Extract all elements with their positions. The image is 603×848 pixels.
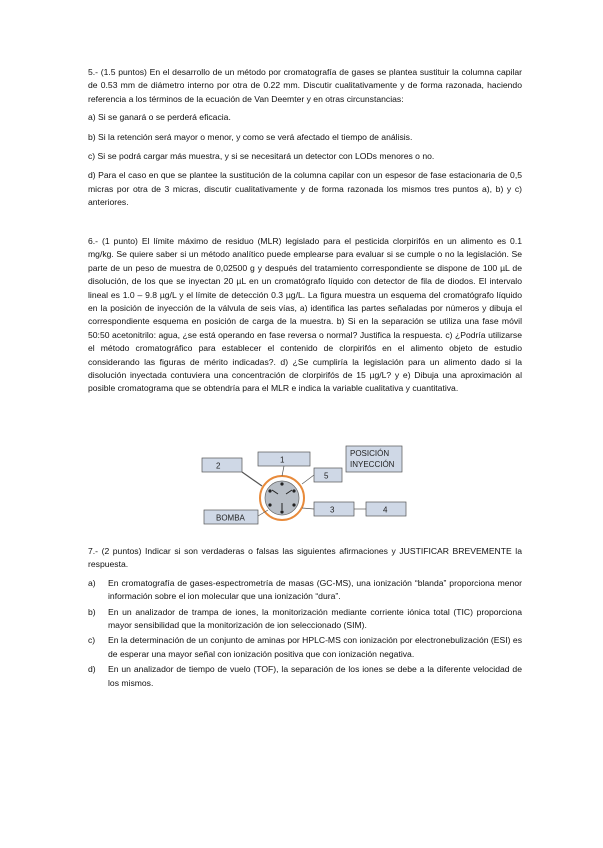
question-7-intro: 7.- (2 puntos) Indicar si son verdaderas o falsas las siguientes afirmaciones y JUSTIFICAR BREVEMENTE la respuesta. — [88, 546, 522, 570]
item-marker: c) — [88, 635, 96, 646]
diagram-connector-1 — [282, 466, 284, 476]
item-text: En la determinación de un conjunto de aminas por HPLC-MS con ionización por electronebulización (ESI) es de esperar una mayor señal con ionización positiva que con ionización negativa. — [108, 635, 522, 659]
diagram-connector-5 — [302, 475, 314, 484]
diagram-box-2 — [202, 458, 242, 472]
item-marker: b) — [88, 606, 96, 617]
question-7-item-c — [88, 634, 522, 661]
hplc-diagram — [196, 444, 420, 526]
question-7-item-d — [88, 663, 522, 690]
diagram-connector-2 — [242, 472, 262, 486]
question-5-part-a: a) Si se ganará o se perderá eficacia. — [88, 112, 231, 123]
diagram-bomba-label: BOMBA — [216, 513, 245, 523]
question-7-item-a — [88, 577, 522, 604]
diagram-label-5: 5 — [324, 471, 329, 481]
question-5-part-c: c) Si se podrá cargar más muestra, y si se necesitará un detector con LODs menores o no. — [88, 151, 435, 162]
question-5-part-b: b) Si la retención será mayor o menor, y como se verá afectado el tiempo de análisis. — [88, 131, 413, 142]
item-marker: a) — [88, 577, 96, 588]
question-5 — [88, 66, 522, 216]
question-7-item-b — [88, 606, 522, 633]
diagram-posicion-line1: POSICIÓN — [350, 449, 390, 458]
question-7 — [88, 545, 522, 692]
question-6 — [88, 235, 522, 402]
item-text: En cromatografía de gases-espectrometría de masas (GC-MS), una ionización “blanda” proporciona menor información sobre el ion molecular que una ionización “dura”. — [108, 577, 522, 602]
question-5-part-d: d) Para el caso en que se plantee la sustitución de la columna capilar con un espesor de fase estacionaria de 0,5 micras por otra de 3 micras, discutir cualitativamente y de forma razonada los mismos tres puntos a), b) y c) anteriores. — [88, 170, 522, 208]
item-marker: d) — [88, 664, 96, 675]
question-6-text: 6.- (1 punto) El límite máximo de residuo (MLR) legislado para el pesticida clorpirifós en un alimento es 0.1 mg/kg. Se quiere saber si un método analítico puede emplearse para evaluar si se cumple o no la legislación. Se parte de un peso de muestra de 0,02500 g y después del tratamiento correspondiente se dispone de 100 µL de disolución, de los que se inyectan 20 µL en un cromatógrafo líquido con detector de fila de diodos. El intervalo lineal es 1.0 – 9.8 µg/L y el límite de detección 0.3 µg/L. La figura muestra un esquema del cromatógrafo líquido en la posición de inyección de la válvula de seis vías, a) identifica las partes señaladas por números y dibuja el correspondiente esquema en posición de carga de la muestra. b) Si en la separación se utiliza una fase móvil 50:50 acetonitrilo: agua, ¿se está operando en fase reversa o normal? Justifica la respuesta. c) ¿Podría utilizarse el método cromatográfico para establecer el contenido de clorpirifós en el alimento objeto de estudio considerando las figuras de mérito indicadas?. d) ¿Se cumpliría la legislación para un alimento dado si la disolución inyectada contuviera una concentración de clorpirifós de 15 µg/L? y e) Dibuja una aproximación al posible cromatograma que se obtendría para el MLR e indica la variable cualitativa y cuantitativa. — [88, 236, 522, 394]
diagram-connector-3 — [302, 508, 314, 509]
question-5-intro: 5.- (1.5 puntos) En el desarrollo de un método por cromatografía de gases se plantea sustituir la columna capilar de 0.53 mm de diámetro interno por otra de 0.22 mm. Discutir cualitativamente y de forma razonada, haciendo referencia a los términos de la ecuación de Van Deemter y en otras circunstancias: — [88, 67, 522, 104]
diagram-posicion-line2: INYECCIÓN — [350, 460, 395, 469]
diagram-label-1: 1 — [280, 455, 285, 465]
diagram-label-3: 3 — [330, 505, 335, 515]
diagram-label-2: 2 — [216, 461, 221, 471]
diagram-label-4: 4 — [383, 505, 388, 515]
item-text: En un analizador de tiempo de vuelo (TOF), la separación de los iones se debe a la diferente velocidad de los mismos. — [108, 664, 522, 688]
item-text: En un analizador de trampa de iones, la monitorización mediante corriente iónica total (TIC) proporciona mayor sensibilidad que la monitorización de ion seleccionado (SIM). — [108, 606, 522, 631]
